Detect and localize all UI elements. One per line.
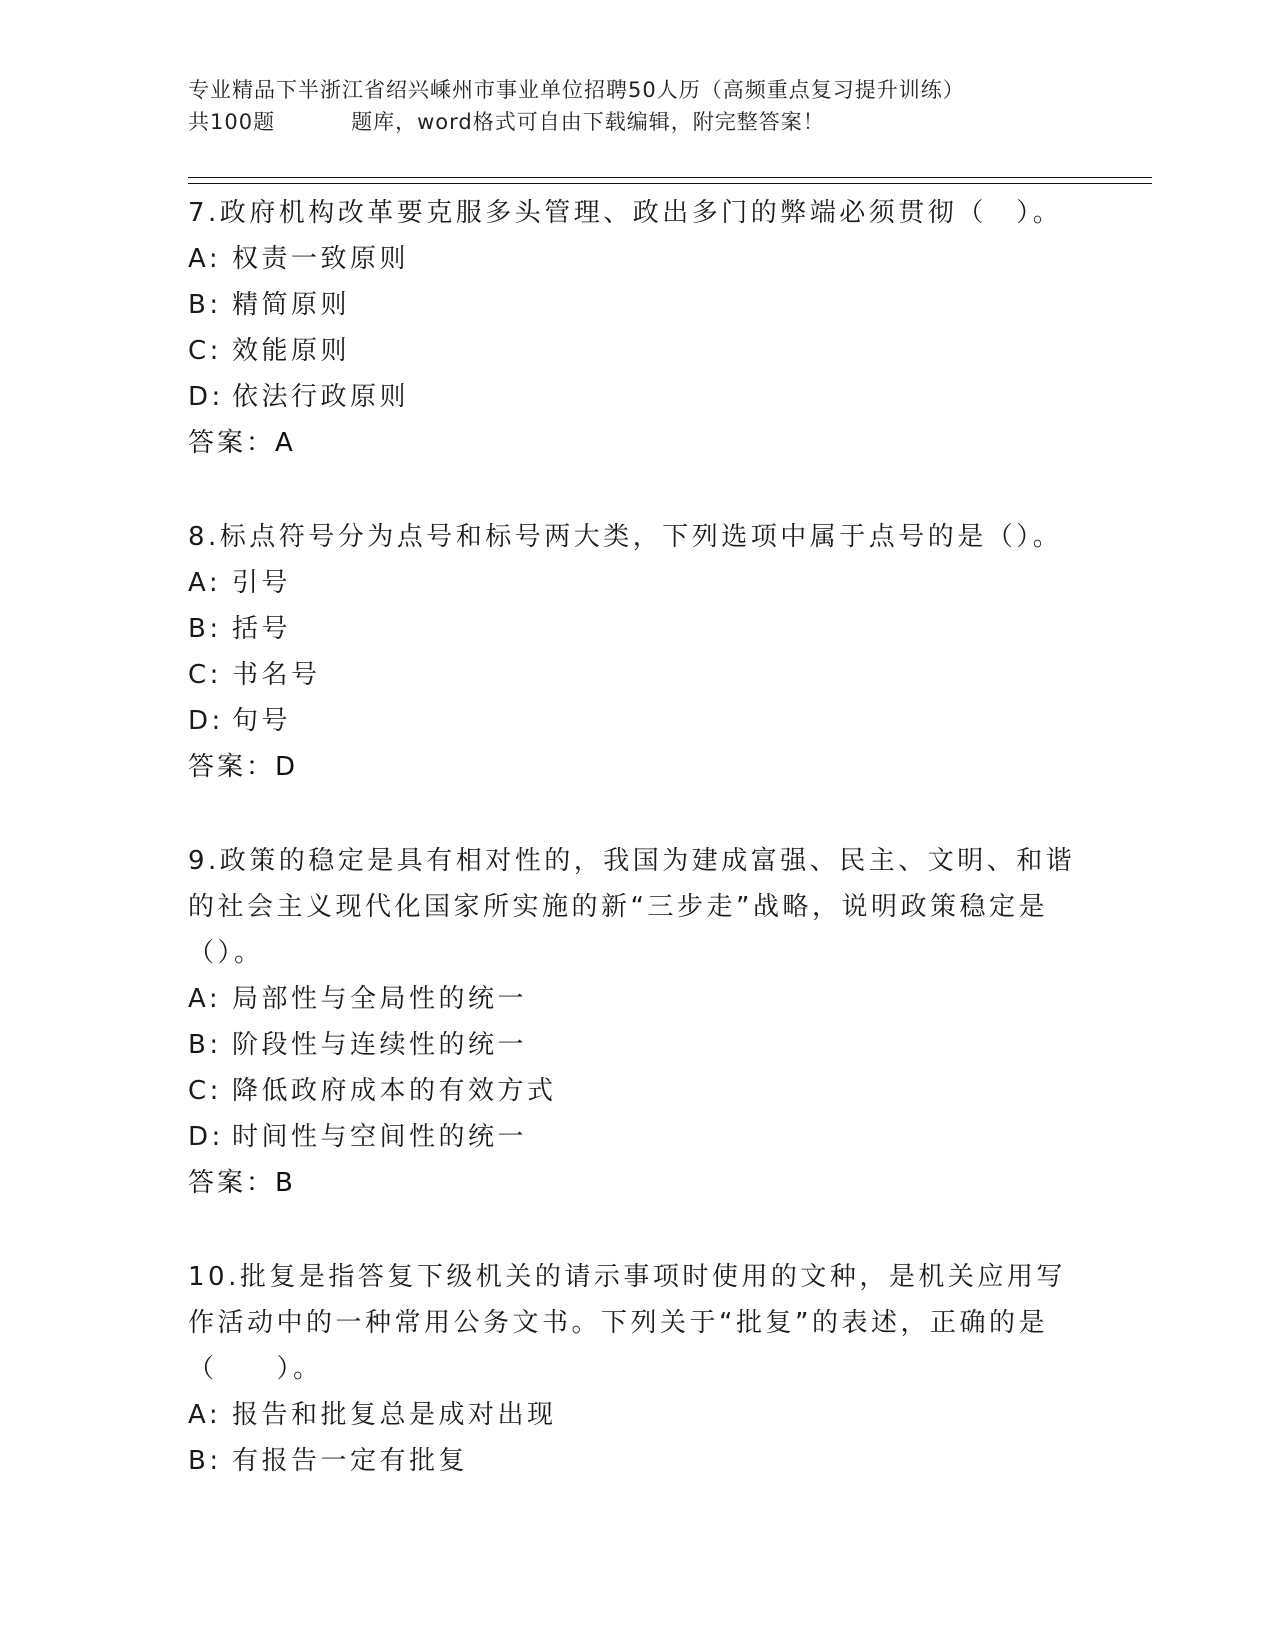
option-c: [188, 652, 1088, 698]
option-d: [188, 374, 1088, 420]
question-stem: 9.政策的稳定是具有相对性的，我国为建成富强、民主、文明、和谐的社会主义现代化国家所实施的新“三步走”战略，说明政策稳定是（）。: [188, 846, 1076, 968]
option-a: [188, 236, 1088, 282]
option-key: C:: [188, 336, 222, 366]
option-text: 书名号: [232, 660, 321, 690]
option-key: D:: [188, 706, 224, 736]
question-list: [188, 190, 1088, 1532]
question-stem: 7.政府机构改革要克服多头管理、政出多门的弊端必须贯彻（ ）。: [188, 198, 1063, 228]
header-question-count: 共100题: [188, 110, 276, 134]
option-c: [188, 328, 1088, 374]
option-text: 括号: [232, 614, 292, 644]
option-c: [188, 1068, 1088, 1114]
document-header: [188, 74, 1068, 138]
option-d: [188, 1114, 1088, 1160]
option-key: A:: [188, 568, 222, 598]
option-text: 报告和批复总是成对出现: [232, 1400, 557, 1430]
question-item: [188, 838, 1088, 1206]
header-title-line: 专业精品下半浙江省绍兴嵊州市事业单位招聘50人历（高频重点复习提升训练）: [188, 78, 965, 102]
option-text: 时间性与空间性的统一: [232, 1122, 528, 1152]
option-key: C:: [188, 660, 222, 690]
header-divider-top: [188, 177, 1152, 178]
option-b: [188, 1022, 1088, 1068]
option-text: 句号: [232, 706, 292, 736]
option-text: 有报告一定有批复: [232, 1446, 469, 1476]
header-divider-bottom: [188, 183, 1152, 184]
option-key: B:: [188, 614, 222, 644]
option-b: [188, 282, 1088, 328]
question-stem: 10.批复是指答复下级机关的请示事项时使用的文种，是机关应用写作活动中的一种常用公务文书。下列关于“批复”的表述，正确的是（ ）。: [188, 1262, 1066, 1384]
option-key: B:: [188, 1030, 222, 1060]
option-text: 权责一致原则: [232, 244, 410, 274]
option-key: B:: [188, 290, 222, 320]
option-key: D:: [188, 1122, 224, 1152]
option-a: [188, 976, 1088, 1022]
option-text: 阶段性与连续性的统一: [232, 1030, 528, 1060]
option-text: 精简原则: [232, 290, 351, 320]
option-text: 局部性与全局性的统一: [232, 984, 528, 1014]
header-subtitle-line: [188, 106, 1068, 138]
option-key: B:: [188, 1446, 222, 1476]
question-item: [188, 514, 1088, 790]
option-b: [188, 606, 1088, 652]
option-key: D:: [188, 382, 224, 412]
answer-line: 答案：D: [188, 752, 299, 782]
option-key: C:: [188, 1076, 222, 1106]
question-stem: 8.标点符号分为点号和标号两大类，下列选项中属于点号的是（）。: [188, 522, 1063, 552]
answer-line: 答案：A: [188, 428, 296, 458]
option-key: A:: [188, 244, 222, 274]
answer-line: 答案：B: [188, 1168, 296, 1198]
question-item: [188, 1254, 1088, 1484]
option-text: 效能原则: [232, 336, 351, 366]
header-format-note: 题库，word格式可自由下载编辑，附完整答案！: [351, 110, 825, 134]
option-b: [188, 1438, 1088, 1484]
question-item: [188, 190, 1088, 466]
option-key: A:: [188, 1400, 222, 1430]
option-d: [188, 698, 1088, 744]
option-text: 降低政府成本的有效方式: [232, 1076, 557, 1106]
option-text: 依法行政原则: [232, 382, 410, 412]
option-key: A:: [188, 984, 222, 1014]
option-text: 引号: [232, 568, 292, 598]
option-a: [188, 1392, 1088, 1438]
option-a: [188, 560, 1088, 606]
